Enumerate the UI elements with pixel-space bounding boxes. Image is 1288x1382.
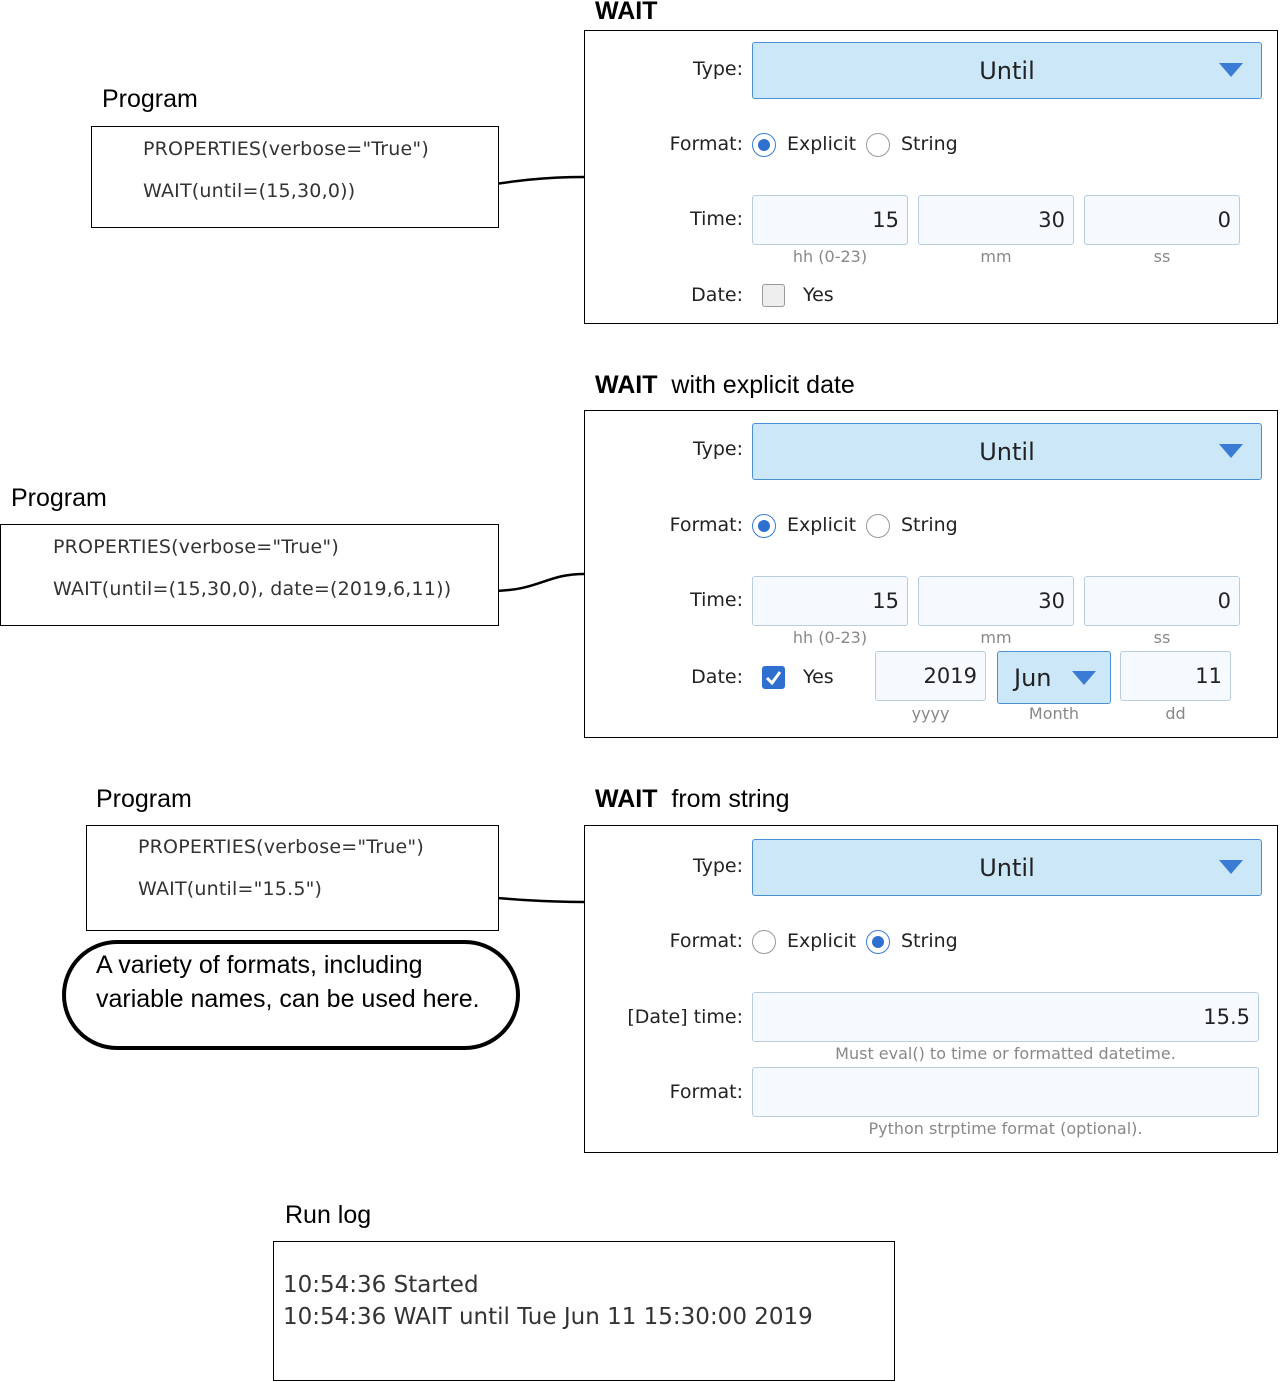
note-callout: A variety of formats, including variable names, can be used here. (62, 940, 520, 1050)
runlog-title: Run log (285, 1201, 372, 1229)
format-label: Format: (669, 133, 743, 155)
radio-string-label: String (901, 930, 958, 952)
format-label: Format: (669, 514, 743, 536)
program-title-1: Program (102, 85, 198, 113)
type-label: Type: (692, 438, 743, 460)
radio-string[interactable] (866, 930, 890, 954)
type-select[interactable] (752, 839, 1262, 896)
second-input[interactable]: 0 (1084, 576, 1240, 626)
program-title-2: Program (11, 484, 107, 512)
radio-string[interactable] (866, 514, 890, 538)
program-box-1 (91, 126, 499, 228)
type-value: Until (979, 56, 1035, 85)
code-line: PROPERTIES(verbose="True") (53, 536, 339, 558)
hour-input[interactable]: 15 (752, 576, 908, 626)
second-input[interactable]: 0 (1084, 195, 1240, 245)
date-checkbox[interactable] (762, 666, 785, 689)
date-yes-label: Yes (803, 284, 834, 306)
second-hint: ss (1153, 628, 1171, 647)
wait-panel-2 (584, 410, 1278, 738)
strptime-format-input[interactable] (752, 1067, 1259, 1117)
wait-panel-1 (584, 30, 1278, 324)
program-box-3 (86, 825, 499, 931)
code-line: WAIT(until="15.5") (138, 878, 323, 900)
radio-string-label: String (901, 514, 958, 536)
type-value: Until (979, 853, 1035, 882)
type-select[interactable] (752, 42, 1262, 99)
year-input[interactable]: 2019 (875, 651, 986, 701)
minute-hint: mm (980, 247, 1012, 266)
panel-title-1: WAIT (595, 0, 658, 25)
type-label: Type: (692, 855, 743, 877)
day-hint: dd (1165, 704, 1186, 723)
log-line: 10:54:36 Started (283, 1272, 479, 1298)
second-hint: ss (1153, 247, 1171, 266)
month-value: Jun (1014, 663, 1052, 692)
chevron-down-icon (1219, 63, 1243, 77)
format-label: Format: (669, 930, 743, 952)
code-line: WAIT(until=(15,30,0), date=(2019,6,11)) (53, 578, 452, 600)
chevron-down-icon (1072, 671, 1096, 685)
hour-hint: hh (0-23) (792, 628, 868, 647)
hour-input[interactable]: 15 (752, 195, 908, 245)
hour-hint: hh (0-23) (792, 247, 868, 266)
minute-input[interactable]: 30 (918, 195, 1074, 245)
year-hint: yyyy (911, 704, 950, 723)
month-hint: Month (1028, 704, 1080, 723)
strptime-format-hint: Python strptime format (optional). (868, 1119, 1143, 1138)
radio-explicit-label: Explicit (787, 514, 857, 536)
minute-input[interactable]: 30 (918, 576, 1074, 626)
time-label: Time: (690, 208, 743, 230)
connector-2 (490, 574, 584, 591)
date-label: Date: (691, 666, 743, 688)
chevron-down-icon (1219, 444, 1243, 458)
month-select[interactable] (997, 651, 1111, 704)
radio-string[interactable] (866, 133, 890, 157)
date-yes-label: Yes (803, 666, 834, 688)
program-title-3: Program (96, 785, 192, 813)
code-line: PROPERTIES(verbose="True") (143, 138, 429, 160)
radio-string-label: String (901, 133, 958, 155)
time-label: Time: (690, 589, 743, 611)
panel-title-3: WAIT from string (595, 785, 790, 813)
runlog-box (273, 1241, 895, 1381)
code-line: WAIT(until=(15,30,0)) (143, 180, 356, 202)
radio-explicit[interactable] (752, 133, 776, 157)
datetime-label: [Date] time: (627, 1006, 743, 1028)
day-input[interactable]: 11 (1120, 651, 1231, 701)
datetime-hint: Must eval() to time or formatted datetime. (835, 1044, 1176, 1063)
type-value: Until (979, 437, 1035, 466)
date-label: Date: (691, 284, 743, 306)
chevron-down-icon (1219, 860, 1243, 874)
panel-title-2: WAIT with explicit date (595, 371, 855, 399)
radio-explicit-label: Explicit (787, 930, 857, 952)
minute-hint: mm (980, 628, 1012, 647)
format2-label: Format: (669, 1081, 743, 1103)
check-icon (762, 666, 785, 689)
radio-explicit[interactable] (752, 930, 776, 954)
radio-explicit-label: Explicit (787, 133, 857, 155)
code-line: PROPERTIES(verbose="True") (138, 836, 424, 858)
datetime-input[interactable]: 15.5 (752, 992, 1259, 1042)
type-select[interactable] (752, 423, 1262, 480)
radio-explicit[interactable] (752, 514, 776, 538)
type-label: Type: (692, 58, 743, 80)
date-checkbox[interactable] (762, 284, 785, 307)
wait-panel-3 (584, 825, 1278, 1153)
log-line: 10:54:36 WAIT until Tue Jun 11 15:30:00 2019 (283, 1304, 813, 1330)
program-box-2 (0, 524, 499, 626)
